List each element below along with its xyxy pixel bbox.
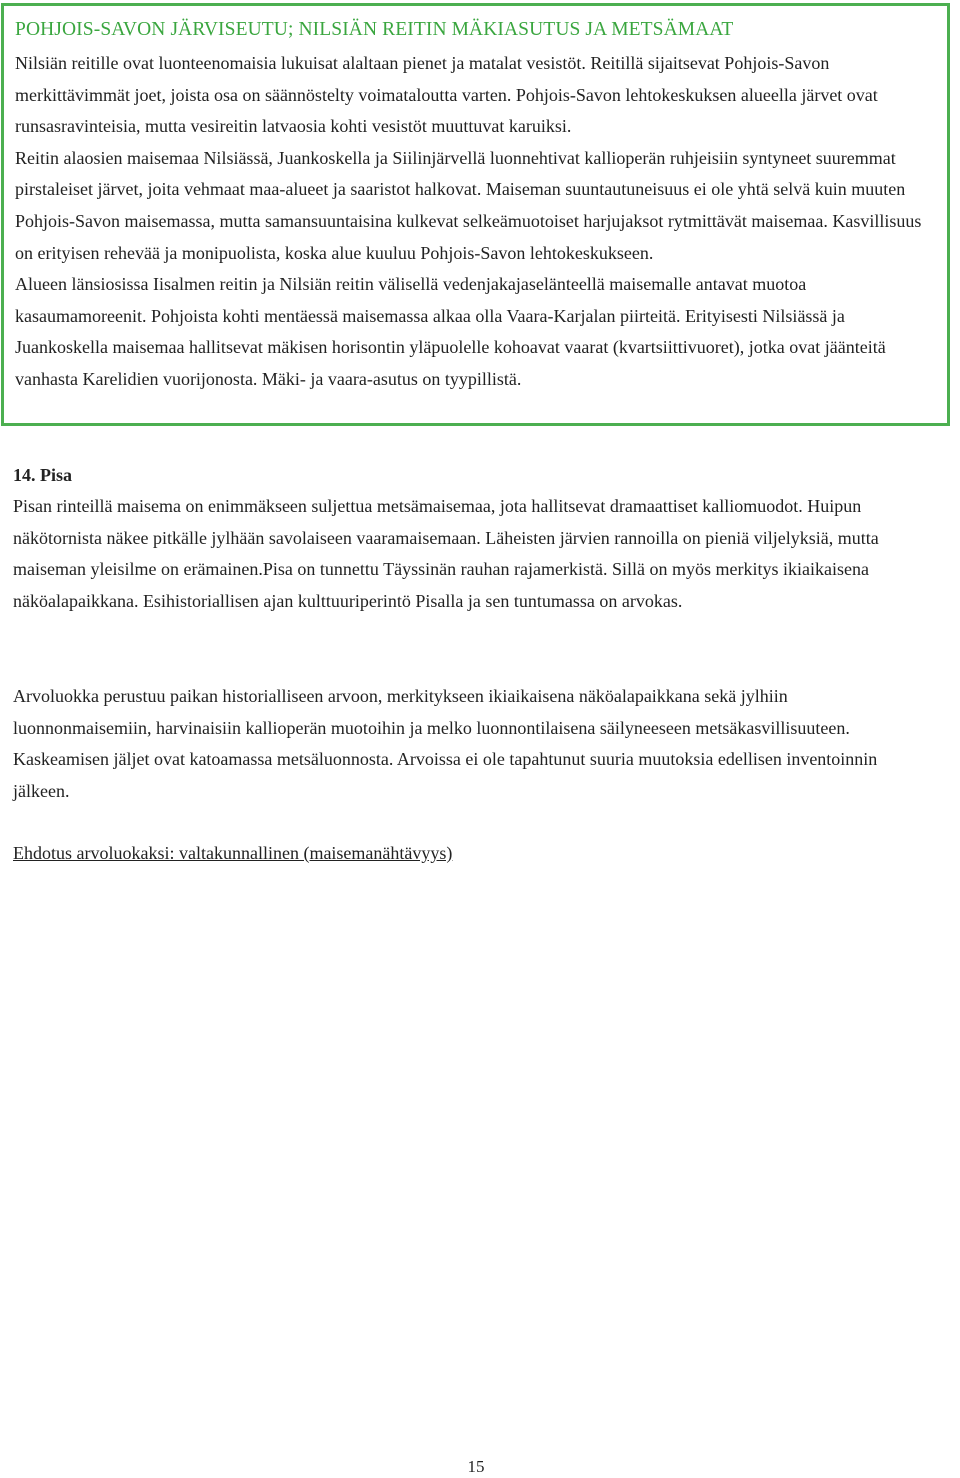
landscape-region-box (1, 3, 950, 426)
page-number: 15 (467, 1457, 485, 1476)
site-heading: 14. Pisa (13, 465, 73, 485)
site-description-section (13, 491, 933, 617)
region-paragraph-3: Alueen länsiosissa Iisalmen reitin ja Nilsiän reitin välisellä vedenjakajaselänteellä maisemalle antavat muotoa kasaumamoreenit. Pohjoista kohti mentäessä maisemassa alkaa olla Vaara-Karjalan piirteitä. Erityisesti Nilsiässä ja Juankoskella maisemaa hallitsevat mäkisen horisontin yläpuolelle kohoavat vaarat (kvartsiittivuoret), jotka ovat jäänteitä vanhasta Karelidien vuorijonosta. Mäki- ja vaara-asutus on tyypillistä. (15, 274, 886, 389)
region-paragraph-2: Reitin alaosien maisemaa Nilsiässä, Juankoskella ja Siilinjärvellä luonnehtivat kallioperän ruhjeisiin syntyneet suuremmat pirstaleiset järvet, joita vehmaat maa-alueet ja saaristot halkovat. Maiseman suuntautuneisuus ei ole yhtä selvä kuin muuten Pohjois-Savon maisemassa, mutta samansuuntaisina kulkevat selkeämuotoiset harjujaksot rytmittävät maisemaa. Kasvillisuus on erityisen rehevää ja monipuolista, koska alue kuuluu Pohjois-Savon lehtokeskukseen. (15, 147, 922, 263)
region-paragraph-1: Nilsiän reitille ovat luonteenomaisia lukuisat alaltaan pienet ja matalat vesistöt. Reitillä sijaitsevat Pohjois-Savon merkittävimmät joet, joista osa on säännöstelty voimataloutta varten. Pohjois-Savon lehtokeskuksen alueella järvet ovat runsasravinteisia, mutta vesireitin latvaosia kohti vesistöt muuttuvat karuiksi. (15, 53, 878, 137)
value-basis-section (13, 681, 893, 807)
value-basis: Arvoluokka perustuu paikan historialliseen arvoon, merkitykseen ikiaikaisena näköalapaikkana sekä jylhiin luonnonmaisemiin, harvinaisiin kallioperän muotoihin ja melko luonnontilaisena säilyneeseen metsäkasvillisuuteen. Kaskeamisen jäljet ovat katoamassa metsäluonnosta. Arvoissa ei ole tapahtunut suuria muutoksia edellisen inventoinnin jälkeen. (13, 686, 878, 801)
value-class-proposal: Ehdotus arvoluokaksi: valtakunnallinen (maisemanähtävyys) (13, 843, 453, 863)
site-description: Pisan rinteillä maisema on enimmäkseen suljettua metsämaisemaa, jota hallitsevat dramaattiset kalliomuodot. Huipun näkötornista näkee pitkälle jylhään savolaiseen vaaramaisemaan. Läheisten järvien rannoilla on pieniä viljelyksiä, mutta maiseman yleisilme on erämainen.Pisa on tunnettu Täyssinän rauhan rajamerkistä. Sillä on myös merkitys ikiaikaisena näköalapaikkana. Esihistoriallisen ajan kulttuuriperintö Pisalla ja sen tuntumassa on arvokas. (13, 496, 879, 611)
region-title: POHJOIS-SAVON JÄRVISEUTU; NILSIÄN REITIN MÄKIASUTUS JA METSÄMAAT (15, 19, 734, 40)
